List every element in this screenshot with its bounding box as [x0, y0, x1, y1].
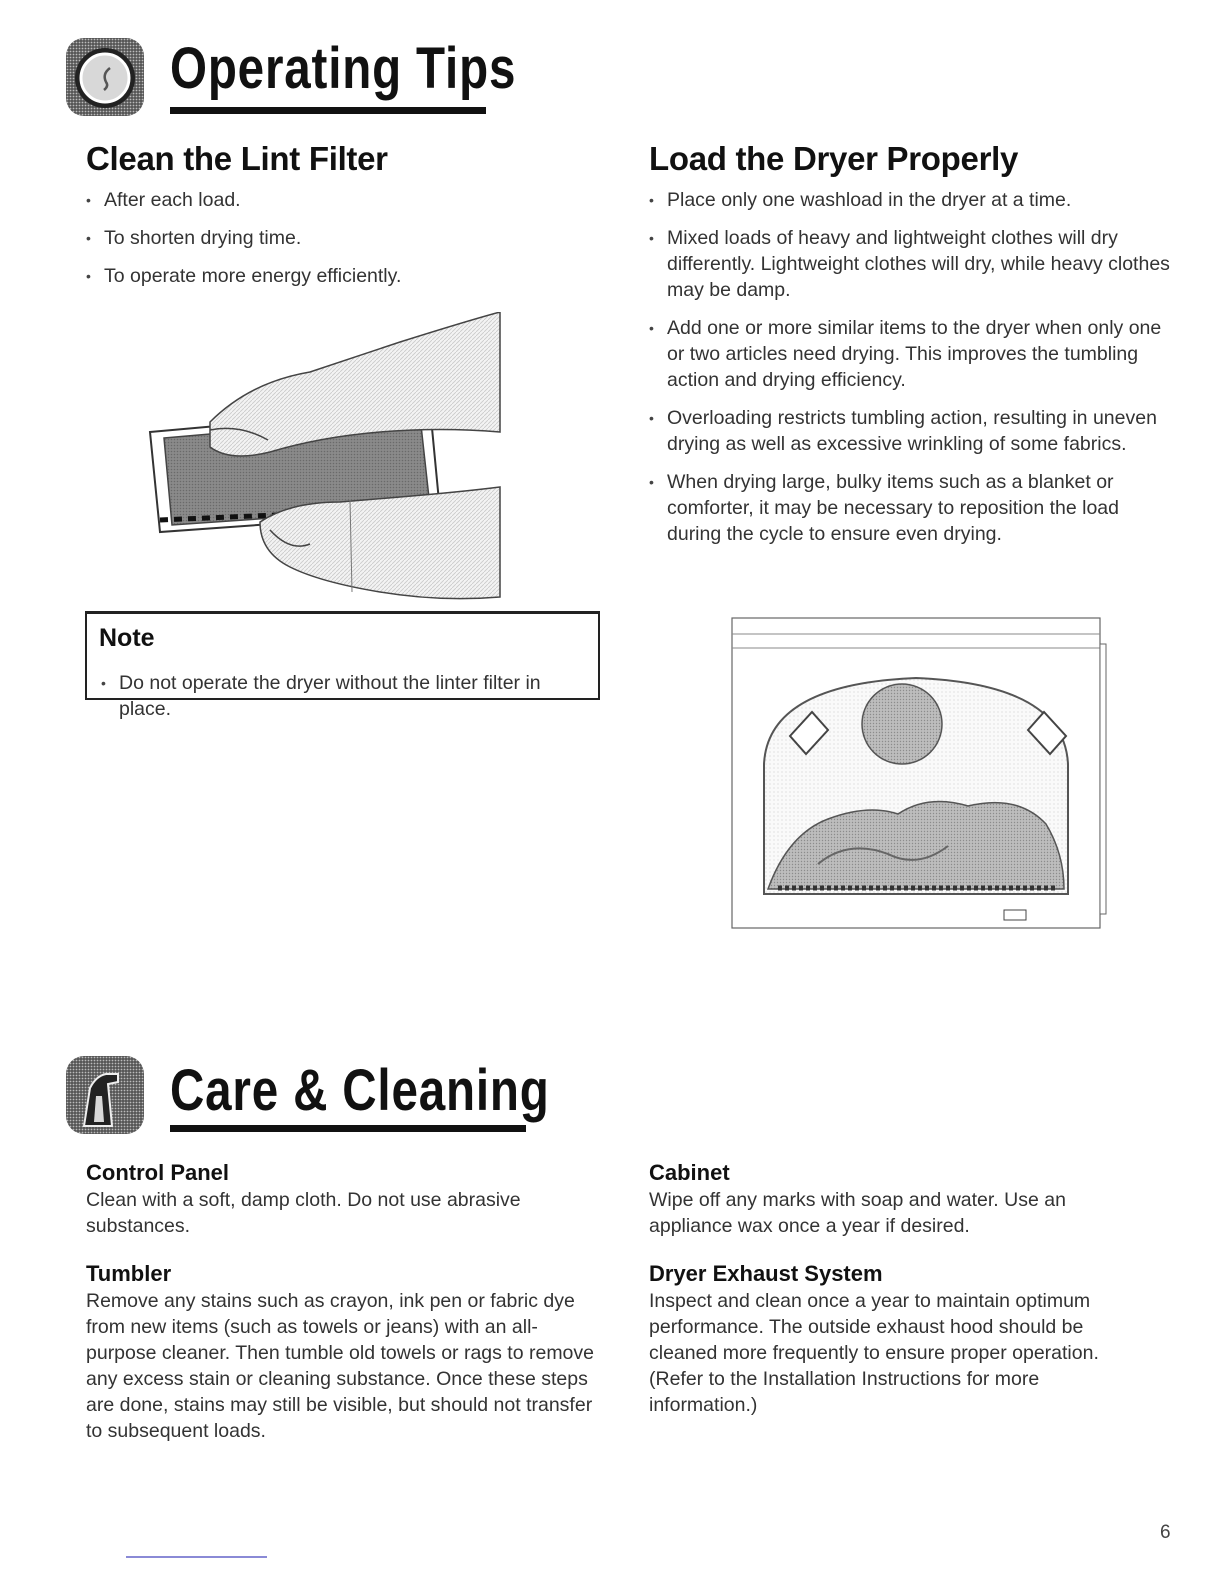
lint-filter-illustration: [140, 312, 504, 602]
lint-filter-list: [84, 187, 584, 301]
note-box: [85, 611, 600, 720]
operating-tips-rule: [170, 107, 486, 114]
page-number: 6: [1160, 1522, 1171, 1543]
cabinet-heading: Cabinet: [649, 1160, 730, 1185]
control-panel-heading: Control Panel: [86, 1160, 230, 1185]
note-list: [99, 670, 584, 734]
exhaust-heading: Dryer Exhaust System: [649, 1261, 883, 1286]
list-item: • To operate more energy efficiently.: [84, 263, 584, 289]
tumbler-text: Remove any stains such as crayon, ink pen or fabric dye from new items (such as towels or jeans) with an all-purpose cleaner. Then tumble old towels or rags to remove any excess stain or cleaning substance. Once these steps are done, stains may still be visible, but should not transfer to subsequent loads.: [86, 1290, 594, 1442]
list-item: • Mixed loads of heavy and lightweight clothes will dry differently. Lightweight clothes will dry, while heavy clothes may be damp.: [647, 225, 1177, 303]
care-cleaning-rule: [170, 1125, 526, 1132]
control-panel-text: Clean with a soft, damp cloth. Do not use abrasive substances.: [86, 1189, 521, 1237]
cabinet-text: Wipe off any marks with soap and water. Use an appliance wax once a year if desired.: [649, 1189, 1066, 1237]
list-item: • Add one or more similar items to the dryer when only one or two articles need drying. This improves the tumbling action and drying efficiency.: [647, 315, 1177, 393]
footer-rule: [126, 1556, 267, 1558]
note-title: Note: [99, 624, 155, 652]
care-cleaning-title: Care & Cleaning: [170, 1058, 550, 1123]
list-item: • Overloading restricts tumbling action, resulting in uneven drying as well as excessive wrinkling of some fabrics.: [647, 405, 1177, 457]
spray-bottle-icon: [66, 1056, 144, 1134]
dryer-dial-icon: [66, 38, 144, 116]
operating-tips-title: Operating Tips: [170, 36, 517, 101]
list-item: • To shorten drying time.: [84, 225, 584, 251]
list-item: • After each load.: [84, 187, 584, 213]
exhaust-text: Inspect and clean once a year to maintain optimum performance. The outside exhaust hood should be cleaned more frequently to ensure proper operation. (Refer to the Installation Instructions for more information.): [649, 1290, 1099, 1416]
dryer-drum-illustration: [728, 614, 1124, 936]
load-dryer-list: [647, 187, 1177, 559]
lint-filter-heading: Clean the Lint Filter: [86, 140, 388, 177]
load-dryer-heading: Load the Dryer Properly: [649, 140, 1019, 177]
tumbler-heading: Tumbler: [86, 1261, 172, 1286]
list-item: • Do not operate the dryer without the linter filter in place.: [99, 670, 584, 722]
list-item: • Place only one washload in the dryer at a time.: [647, 187, 1177, 213]
list-item: • When drying large, bulky items such as a blanket or comforter, it may be necessary to reposition the load during the cycle to ensure even drying.: [647, 469, 1177, 547]
